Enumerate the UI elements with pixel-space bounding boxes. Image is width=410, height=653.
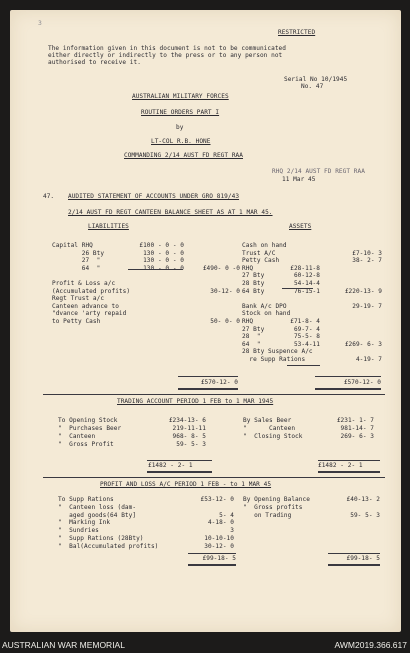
- by-label: by: [176, 124, 184, 131]
- pencil-mark: 3: [38, 20, 42, 27]
- asset-c: £269- 6- 3: [344, 340, 382, 348]
- total-rule: [328, 553, 380, 554]
- liability-a: 26 Bty: [52, 249, 105, 257]
- notice-line: The information given in this document is not to be communicated: [48, 45, 286, 52]
- subtotal-rule: [287, 365, 320, 366]
- trading-debit-a: " Canteen: [58, 433, 96, 440]
- asset-a: Trust A/C: [242, 249, 276, 257]
- order-item-number: 47.: [43, 193, 55, 200]
- asset-a: 27 Bty: [242, 325, 265, 333]
- trading-total-left: £1482 - 2- 1: [148, 462, 193, 469]
- balance-sheet-heading: 2/14 AUST FD REGT CANTEEN BALANCE SHEET AS AT 1 MAR 45.: [68, 209, 273, 216]
- asset-a: 28 Bty Suspence A/c: [242, 348, 313, 356]
- liability-c: 50- 0- 0: [210, 318, 240, 325]
- trading-credit-a: By Sales Beer: [243, 417, 292, 424]
- total-rule: [188, 553, 236, 554]
- assets-title: ASSETS: [289, 223, 312, 230]
- asset-b: 54-14-4: [293, 280, 320, 287]
- pnl-debit-b: 4-18- 0: [207, 519, 234, 527]
- serial-number: Serial No 10/1945: [284, 76, 348, 83]
- asset-a: re Supp Rations: [242, 356, 306, 363]
- asset-a: Stock on hand: [242, 310, 291, 318]
- trading-credit-b: £231- 1- 7: [336, 417, 374, 424]
- organisation-title: AUSTRALIAN MILITARY FORCES: [132, 93, 229, 100]
- document-page: [10, 10, 401, 632]
- liability-b: £100 - 0 - 0: [139, 242, 184, 249]
- asset-c: £220-13- 9: [344, 287, 382, 295]
- hq-line: RHQ 2/14 AUST FD REGT RAA: [272, 168, 365, 175]
- pnl-debit-a: " Marking Ink: [58, 519, 111, 527]
- asset-a: 27 Bty: [242, 272, 265, 280]
- asset-a: RHQ: [242, 318, 254, 325]
- archive-caption-bar: [0, 637, 410, 653]
- trading-debit-b: 219-11-11: [172, 425, 206, 432]
- liability-a: 27 ": [52, 257, 101, 265]
- asset-b: £28-11-8: [290, 264, 320, 272]
- pnl-debit-a: " Supp Rations (28Bty): [58, 535, 144, 542]
- double-rule: [318, 471, 380, 473]
- classification-label: RESTRICTED: [278, 29, 316, 36]
- trading-title: TRADING ACCOUNT PERIOD 1 FEB to 1 MAR 1945: [117, 398, 274, 405]
- asset-b: 75-5- 8: [293, 333, 320, 341]
- subtotal-rule: [128, 269, 183, 270]
- trading-debit-b: £234-13- 6: [168, 417, 206, 424]
- pnl-total-right: £99-18- 5: [346, 555, 380, 562]
- liability-a: to Petty Cash: [52, 318, 101, 325]
- pnl-credit-a: By Opening Balance: [243, 496, 310, 503]
- trading-credit-a: " Closing Stock: [243, 433, 303, 440]
- liability-a: "dvance 'arty repaid: [52, 310, 127, 318]
- asset-a: Bank A/c DPO: [242, 302, 287, 310]
- pnl-debit-a: " Sundries: [58, 527, 99, 535]
- order-date: 11 Mar 45: [282, 176, 316, 183]
- total-rule: [178, 376, 238, 377]
- pnl-credit-b: 59- 5- 3: [350, 511, 380, 519]
- asset-b: 76-15-1: [293, 287, 320, 295]
- liability-a: Profit & Loss a/c: [52, 280, 116, 287]
- pnl-debit-b: 30-12- 0: [204, 542, 234, 550]
- asset-a: Petty Cash: [242, 257, 280, 265]
- pnl-debit-b: 3: [230, 527, 234, 535]
- pnl-debit-a: To Supp Rations: [58, 496, 114, 503]
- pnl-debit-b: 5- 4: [219, 511, 234, 519]
- asset-b: 60-12-8: [293, 272, 320, 280]
- liabilities-title: LIABILITIES: [88, 223, 129, 230]
- pnl-credit-a: " Gross profits: [243, 503, 303, 511]
- pnl-title: PROFIT AND LOSS A/C PERIOD 1 FEB - to 1 MAR 45: [100, 481, 272, 488]
- asset-a: 28 ": [242, 333, 261, 341]
- pnl-debit-b: 10-10-10: [204, 535, 234, 542]
- total-rule: [147, 460, 212, 461]
- asset-c: 4-19- 7: [355, 356, 382, 363]
- subtotal-rule: [282, 288, 313, 289]
- pnl-credit-b: £40-13- 2: [346, 496, 380, 503]
- pnl-debit-b: £53-12- 0: [200, 496, 234, 503]
- double-rule: [178, 388, 238, 390]
- institution-label: AUSTRALIAN WAR MEMORIAL: [2, 640, 125, 650]
- asset-a: RHQ: [242, 264, 254, 272]
- order-heading: AUDITED STATEMENT OF ACCOUNTS UNDER GRO 819/43: [68, 193, 240, 200]
- double-rule: [188, 564, 236, 566]
- liability-a: Regt Trust a/c: [52, 295, 105, 303]
- asset-a: 64 ": [242, 340, 261, 348]
- double-rule: [328, 564, 380, 566]
- notice-line: authorised to receive it.: [48, 59, 141, 66]
- trading-credit-b: 269- 6- 3: [340, 433, 374, 440]
- asset-c: 29-19- 7: [352, 302, 382, 310]
- notice-line: either directly or indirectly to the press or to any person not: [48, 52, 283, 59]
- section-rule: [43, 394, 385, 395]
- pnl-credit-a: on Trading: [243, 511, 292, 519]
- asset-c: £7-10- 3: [352, 249, 382, 257]
- trading-debit-a: " Gross Profit: [58, 441, 114, 448]
- liability-b: 130 - 0 - 0: [143, 249, 184, 257]
- section-rule: [43, 477, 385, 478]
- liability-c: £490- 0 -0: [202, 264, 240, 272]
- liability-b: 130 - 0 - 0: [143, 264, 184, 272]
- order-number: No. 47: [301, 83, 324, 90]
- liability-c: 30-12- 0: [210, 287, 240, 295]
- assets-total: £570-12- 0: [343, 379, 381, 386]
- asset-a: 64 Bty: [242, 287, 265, 295]
- double-rule: [147, 471, 212, 473]
- liability-a: (Accumulated profits): [52, 287, 131, 295]
- trading-debit-b: 968- 8- 5: [172, 433, 206, 440]
- pnl-total-left: £99-18- 5: [202, 555, 236, 562]
- asset-b: 53-4-11: [293, 340, 320, 348]
- officer-name: LT-COL R.B. HONE: [151, 138, 211, 145]
- trading-total-right: £1482 - 2- 1: [318, 462, 363, 469]
- pnl-debit-a: " Canteen loss (dam-: [58, 503, 137, 511]
- document-title: ROUTINE ORDERS PART I: [141, 109, 220, 116]
- liability-b: 130 - 0 - 0: [143, 257, 184, 265]
- trading-credit-b: 981-14- 7: [340, 425, 374, 432]
- command-line: COMMANDING 2/14 AUST FD REGT RAA: [124, 152, 243, 159]
- liabilities-total: £570-12- 0: [200, 379, 238, 386]
- asset-a: 28 Bty: [242, 280, 265, 287]
- double-rule: [315, 388, 381, 390]
- total-rule: [318, 460, 380, 461]
- trading-debit-b: 59- 5- 3: [176, 441, 206, 448]
- accession-number: AWM2019.366.617: [334, 640, 407, 650]
- trading-debit-a: " Purchases Beer: [58, 425, 122, 432]
- liability-a: Canteen advance to: [52, 302, 119, 310]
- asset-b: 69-7- 4: [293, 325, 320, 333]
- asset-a: Cash on hand: [242, 242, 287, 249]
- pnl-debit-a: " Bal(Accumulated profits): [58, 542, 159, 550]
- asset-b: £71-8- 4: [290, 318, 320, 325]
- pnl-debit-a: aged goods(64 Bty]: [58, 511, 137, 519]
- asset-c: 38- 2- 7: [352, 257, 382, 265]
- trading-debit-a: To Opening Stock: [58, 417, 118, 424]
- trading-credit-a: " Canteen: [243, 425, 296, 432]
- total-rule: [315, 376, 381, 377]
- liability-a: Capital RHQ: [52, 242, 93, 249]
- liability-a: 64 ": [52, 264, 101, 272]
